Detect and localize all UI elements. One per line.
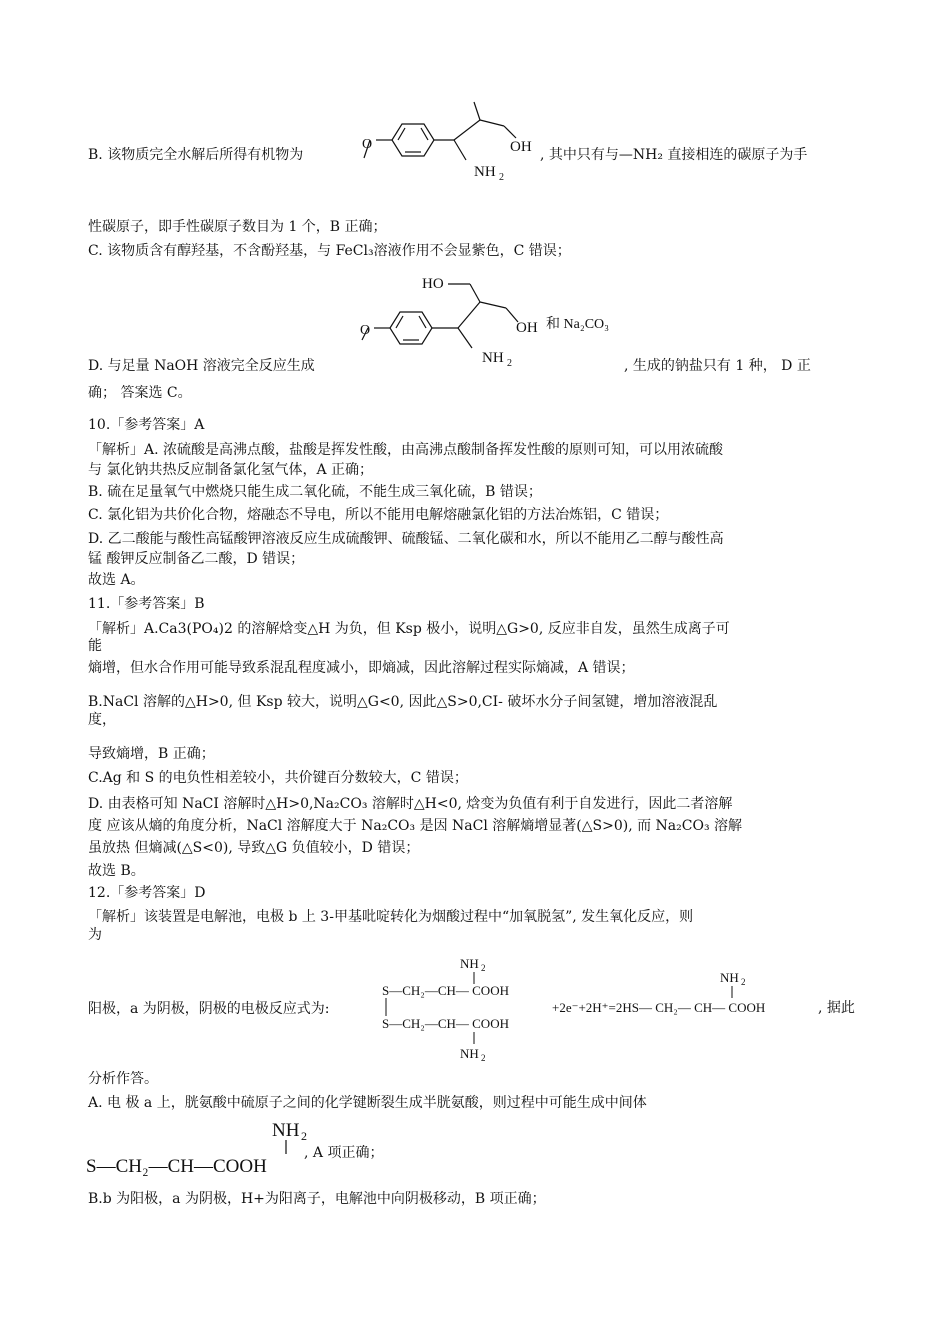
q9-b-continuation: 性碳原子，即手性碳原子数目为 1 个，B 正确； xyxy=(88,219,387,235)
q12-eq-prefix: 阳极，a 为阴极，阴极的电极反应式为: xyxy=(88,1001,330,1017)
q9-d-continuation: 确； 答案选 C。 xyxy=(88,385,192,401)
q11-line-7: 度 应该从熵的角度分析，NaCl 溶解度大于 Na₂CO₃ 是因 NaCl 溶解熵增显著(△S>0), 而 Na₂CO₃ 溶解 xyxy=(88,818,743,834)
eq-nh2-bottom: NH xyxy=(460,1046,479,1061)
q12-line-1: 「解析」该装置是电解池，电极 b 上 3-甲基吡啶转化为烟酸过程中“加氧脱氢”, 发生氧化反应，则 xyxy=(88,909,694,925)
q10-line-2: 与 氯化钠共热反应制备氯化氢气体，A 正确； xyxy=(88,462,374,478)
mol1-nh2-label: NH xyxy=(474,164,496,180)
mol2-and-na2co3: 和 Na₂CO₃ xyxy=(546,317,610,332)
mol2-nh2-label: NH xyxy=(482,350,504,366)
q10-line-6: 锰 酸钾反应制备乙二酸，D 错误； xyxy=(88,551,305,567)
eq-middle: +2e⁻+2H⁺=2HS— CH₂— CH— COOH xyxy=(552,1000,766,1015)
q10-title: 10.「参考答案」A xyxy=(88,417,205,433)
svg-text:2: 2 xyxy=(481,1053,486,1063)
q12-line-4: B.b 为阳极，a 为阴极，H+为阳离子，电解池中向阴极移动，B 项正确； xyxy=(88,1191,546,1207)
q9-b-prefix: B. 该物质完全水解后所得有机物为 xyxy=(88,147,304,163)
q10-line-5: D. 乙二酸能与酸性高锰酸钾溶液反应生成硫酸钾、硫酸锰、二氧化碳和水，所以不能用乙二醇与酸性高 xyxy=(88,531,724,547)
mol2-ho-label: HO xyxy=(422,276,444,292)
q9-b-suffix: , 其中只有与—NH₂ 直接相连的碳原子为手 xyxy=(540,147,808,163)
mol1-oh-label: OH xyxy=(510,139,532,155)
q10-line-1: 「解析」A. 浓硫酸是高沸点酸，盐酸是挥发性酸，由高沸点酸制备挥发性酸的原则可知，可以用浓硫酸 xyxy=(88,442,724,458)
svg-text:2: 2 xyxy=(507,358,512,369)
cathode-reaction-equation xyxy=(380,952,820,1064)
q12-eq-suffix: , 据此 xyxy=(818,1000,855,1016)
eq-row-2: S—CH₂—CH— COOH xyxy=(382,1016,509,1031)
eq-nh2-right: NH xyxy=(720,970,739,985)
svg-text:2: 2 xyxy=(481,963,486,973)
q11-line-2: 熵增，但水合作用可能导致系混乱程度减小，即熵减，因此溶解过程实际熵减，A 错误； xyxy=(88,660,635,676)
q12-line-2: 分析作答。 xyxy=(88,1071,158,1087)
q9-d-prefix: D. 与足量 NaOH 溶液完全反应生成 xyxy=(88,358,315,374)
eq-row-1: S—CH₂—CH— COOH xyxy=(382,983,509,998)
molecule-hydrolysis-product xyxy=(358,96,548,188)
svg-text:2: 2 xyxy=(301,1129,307,1143)
q11-line-6: D. 由表格可知 NaCI 溶解时△H>0,Na₂CO₃ 溶解时△H<0, 焓变为负值有利于自发进行，因此二者溶解 xyxy=(88,796,733,812)
q12-line-3: A. 电 极 a 上，胱氨酸中硫原子之间的化学键断裂生成半胱氨酸，则过程中可能生成中间体 xyxy=(88,1095,647,1111)
ether-oxygen-label: O xyxy=(362,137,373,152)
intermediate-nh2: NH xyxy=(272,1120,300,1141)
q11-line-4: 导致熵增，B 正确； xyxy=(88,746,215,762)
q11-title: 11.「参考答案」B xyxy=(88,596,205,612)
q9-c-line: C. 该物质含有醇羟基，不含酚羟基，与 FeCl₃溶液作用不会显紫色，C 错误； xyxy=(88,243,571,259)
q12-line-1b: 为 xyxy=(88,927,102,943)
svg-text:2: 2 xyxy=(499,172,504,183)
q11-line-1b: 能 xyxy=(88,638,102,654)
q11-line-9: 故选 B。 xyxy=(88,863,145,879)
molecule-naoh-product xyxy=(356,268,646,370)
q10-line-3: B. 硫在足量氧气中燃烧只能生成二氧化硫，不能生成三氧化硫，B 错误； xyxy=(88,484,542,500)
q12-title: 12.「参考答案」D xyxy=(88,885,206,901)
q9-d-suffix: , 生成的钠盐只有 1 种， D 正 xyxy=(624,358,811,374)
intermediate-formula xyxy=(86,1114,326,1178)
q11-line-5: C.Ag 和 S 的电负性相差较小，共价键百分数较大，C 错误； xyxy=(88,770,468,786)
q10-line-7: 故选 A。 xyxy=(88,572,145,588)
intermediate-formula-text: S—CH₂—CH—COOH xyxy=(86,1156,267,1177)
q11-line-1: 「解析」A.Ca3(PO₄)2 的溶解焓变△H 为负，但 Ksp 极小，说明△G>0, 反应非自发，虽然生成离子可 xyxy=(88,621,730,637)
q12-a-suffix: , A 项正确； xyxy=(304,1145,384,1161)
mol2-oh-label: OH xyxy=(516,320,538,336)
q10-line-4: C. 氯化铝为共价化合物，熔融态不导电，所以不能用电解熔融氯化铝的方法冶炼铝，C 错误； xyxy=(88,507,669,523)
q11-line-3b: 度， xyxy=(88,712,116,728)
ether-oxygen-label: O xyxy=(360,323,371,338)
svg-text:2: 2 xyxy=(741,977,746,987)
q11-line-3: B.NaCl 溶解的△H>0, 但 Ksp 较大，说明△G<0, 因此△S>0,CI- 破坏水分子间氢键，增加溶液混乱 xyxy=(88,694,718,710)
eq-nh2-top: NH xyxy=(460,956,479,971)
q11-line-8: 虽放热 但熵减(△S<0), 导致△G 负值较小，D 错误； xyxy=(88,840,420,856)
